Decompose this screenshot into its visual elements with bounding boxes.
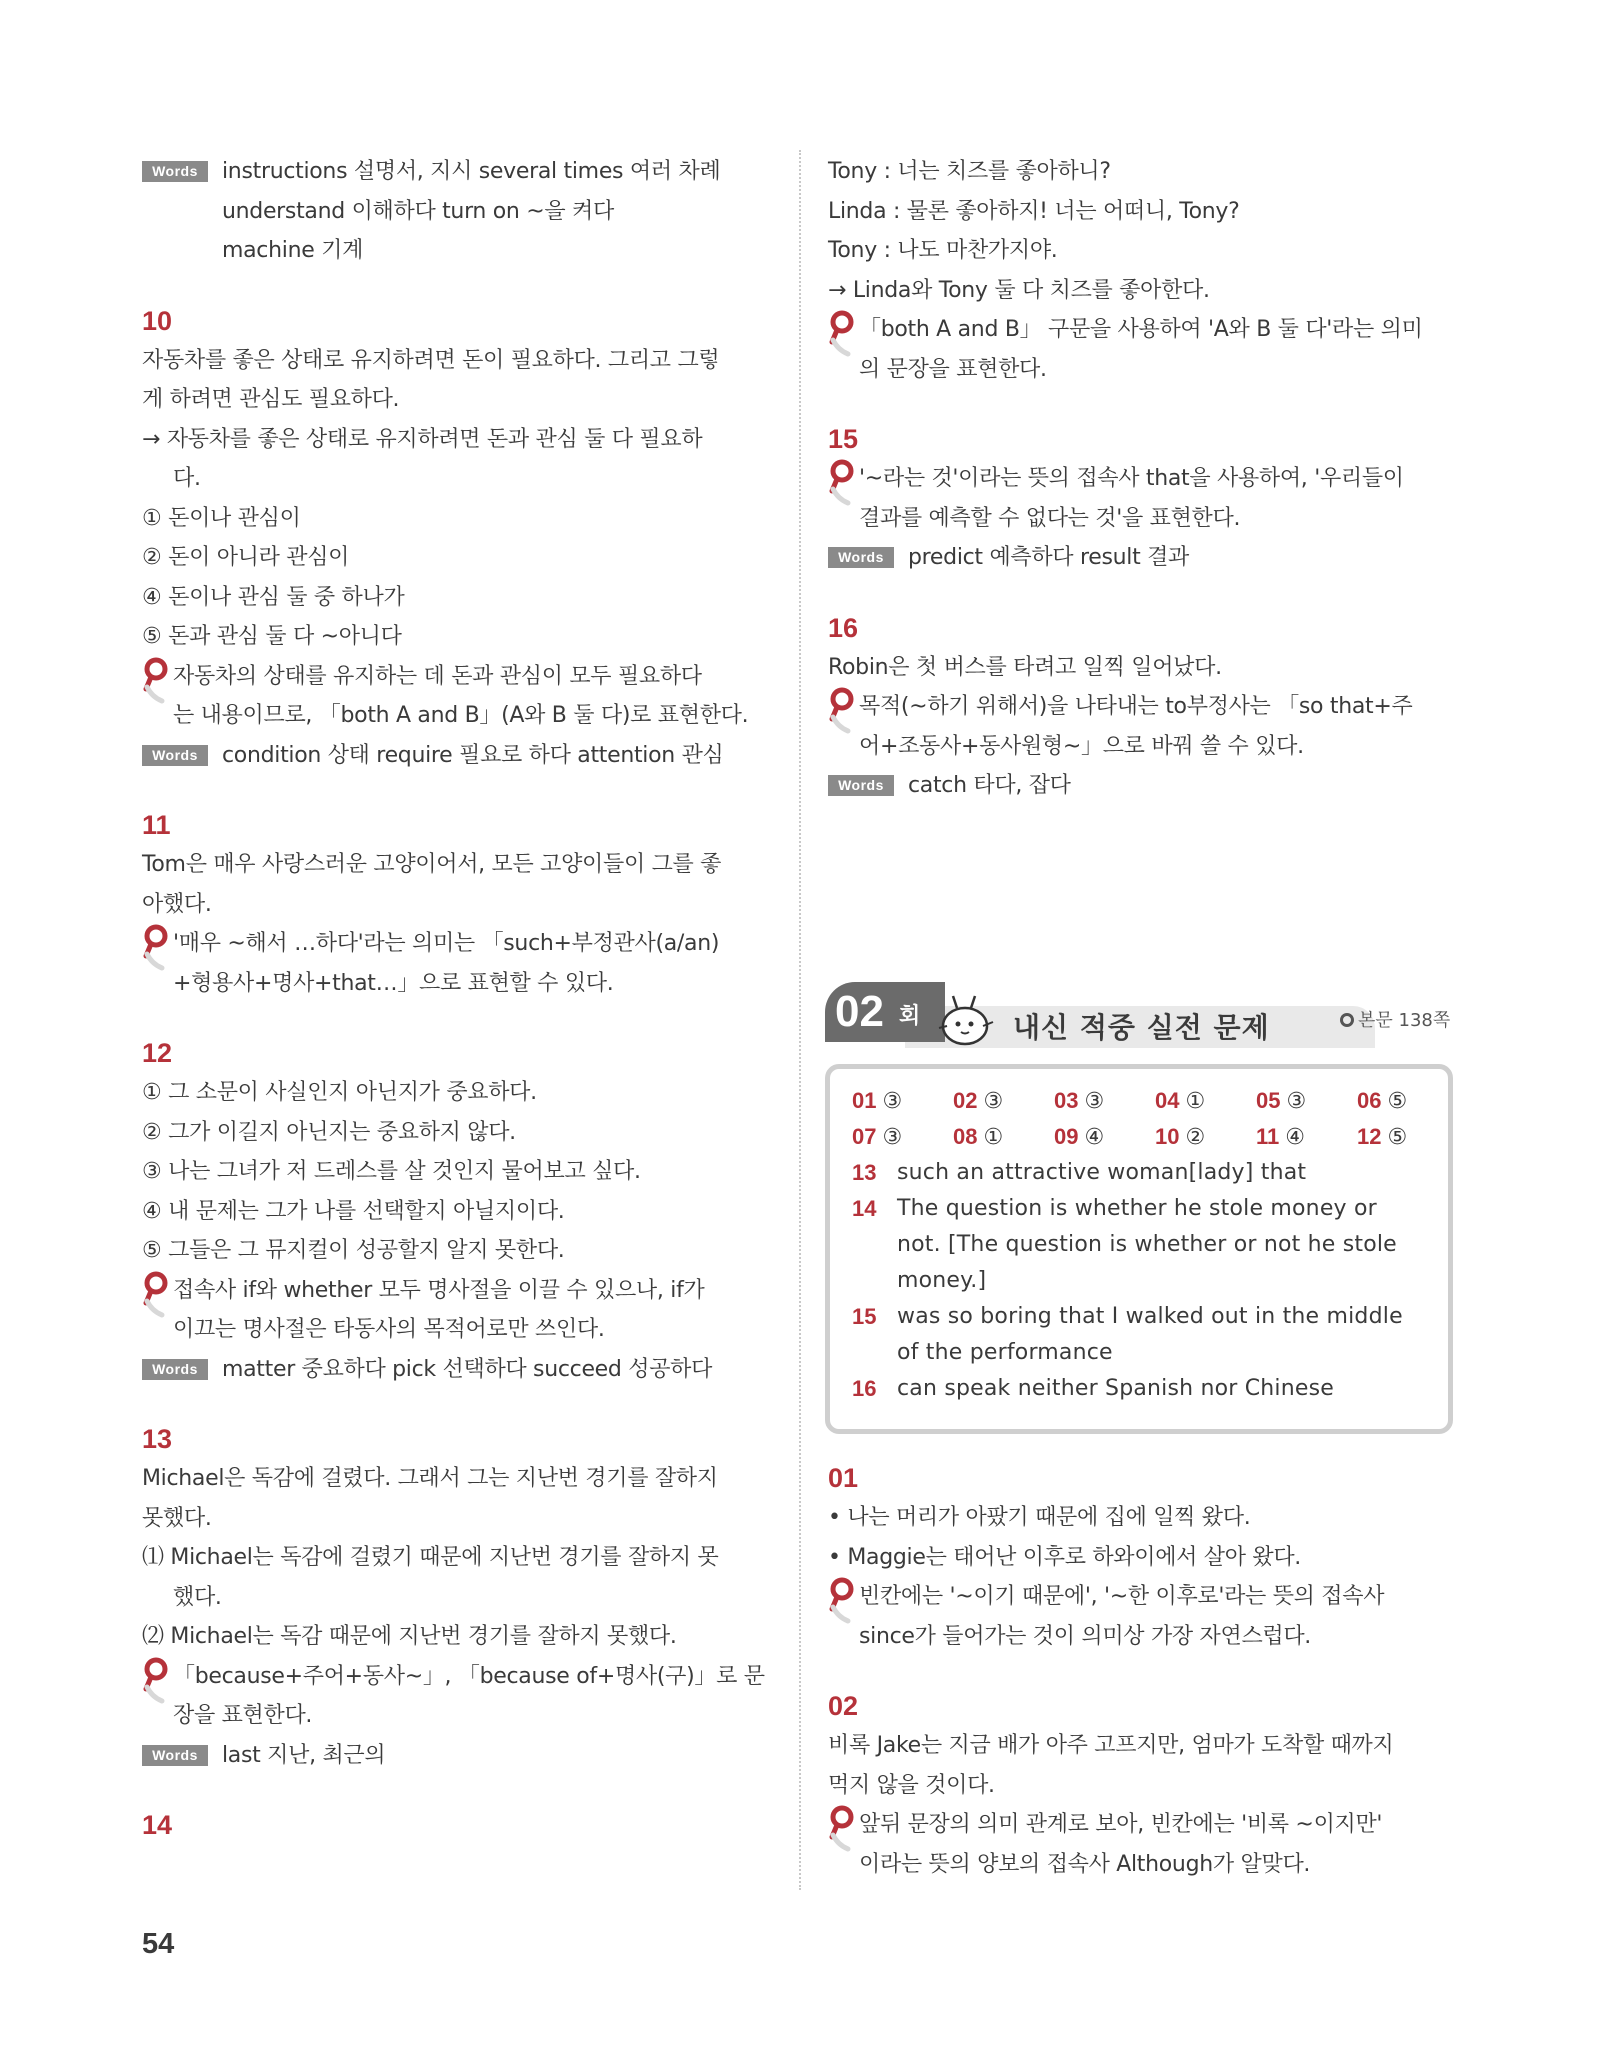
mascot-icon xyxy=(935,988,1005,1052)
words-line: catch 타다, 잡다 xyxy=(908,773,1071,798)
words-block xyxy=(142,1736,772,1776)
arrow-line: 다. xyxy=(173,466,201,491)
magnifier-icon xyxy=(828,310,859,370)
magnifier-icon xyxy=(142,657,173,717)
words-badge: Words xyxy=(142,161,208,182)
tip-block xyxy=(142,924,772,1003)
words-block xyxy=(828,766,1458,806)
bullet-line: • 나는 머리가 아팠기 때문에 집에 일찍 왔다. xyxy=(828,1505,1251,1530)
sub-answer-line: 했다. xyxy=(173,1584,222,1610)
arrow-line: → 자동차를 좋은 상태로 유지하려면 돈과 관심 둘 다 필요하 xyxy=(142,426,703,452)
tip-line: 장을 표현한다. xyxy=(173,1703,313,1728)
tip-line: 앞뒤 문장의 의미 관계로 보아, 빈칸에는 '비록 ~이지만' xyxy=(859,1812,1383,1837)
answer-cell: 04 ① xyxy=(1155,1088,1206,1114)
words-block-top xyxy=(142,152,772,271)
tip-line: 이끄는 명사절은 타동사의 목적어로만 쓰인다. xyxy=(173,1317,605,1342)
tip-line: 「both A and B」 구문을 사용하여 'A와 B 둘 다'라는 의미 xyxy=(859,317,1423,342)
answer-cell: 02 ③ xyxy=(953,1088,1004,1114)
tip-line: '매우 ~해서 …하다'라는 의미는 「such+부정관사(a/an) xyxy=(173,931,720,956)
words-line: machine 기계 xyxy=(222,238,364,263)
tip-line: +형용사+명사+that…」으로 표현할 수 있다. xyxy=(173,970,614,996)
section-number: 02 xyxy=(835,987,884,1036)
question-number-15: 15 xyxy=(828,424,859,454)
tip-block xyxy=(828,459,1458,538)
question-text: 게 하려면 관심도 필요하다. xyxy=(142,387,400,412)
option-line: ④ 내 문제는 그가 나를 선택할지 아닐지이다. xyxy=(142,1198,565,1224)
option-line: ⑤ 그들은 그 뮤지컬이 성공할지 알지 못한다. xyxy=(142,1238,565,1263)
bullet-circle-icon xyxy=(1340,1013,1354,1027)
words-block xyxy=(142,736,772,776)
page-reference-text: 본문 138쪽 xyxy=(1358,1010,1451,1031)
words-line: condition 상태 require 필요로 하다 attention 관심 xyxy=(222,742,724,768)
section-header xyxy=(825,982,1465,1064)
dialog-line: Tony : 나도 마찬가지야. xyxy=(828,238,1058,263)
question-text: Michael은 독감에 걸렸다. 그래서 그는 지난번 경기를 잘하지 xyxy=(142,1466,718,1491)
answer-cell: 11 ④ xyxy=(1256,1124,1305,1150)
right-column xyxy=(828,152,1458,806)
answer-cell: 08 ① xyxy=(953,1124,1004,1150)
magnifier-icon xyxy=(142,924,173,984)
page-reference xyxy=(1340,1006,1450,1036)
question-text: 먹지 않을 것이다. xyxy=(828,1772,995,1798)
words-line: matter 중요하다 pick 선택하다 succeed 성공하다 xyxy=(222,1356,713,1382)
question-text: 자동차를 좋은 상태로 유지하려면 돈이 필요하다. 그리고 그렇 xyxy=(142,347,720,373)
dialog-line: Linda : 물론 좋아하지! 너는 어떠니, Tony? xyxy=(828,198,1240,224)
tip-line: 결과를 예측할 수 없다는 것'을 표현한다. xyxy=(859,505,1241,531)
page-number: 54 xyxy=(142,1928,175,1960)
answer-cell: 03 ③ xyxy=(1054,1088,1105,1114)
answer-cell: 06 ⑤ xyxy=(1357,1088,1408,1114)
answer-cell: 05 ③ xyxy=(1256,1088,1307,1114)
magnifier-icon xyxy=(828,1577,859,1637)
answer-grid xyxy=(852,1083,1448,1155)
question-number-14: 14 xyxy=(142,1810,173,1840)
magnifier-icon xyxy=(142,1657,173,1717)
question-number-13: 13 xyxy=(142,1424,173,1454)
words-line: last 지난, 최근의 xyxy=(222,1742,386,1768)
sub-answer-line: ⑴ Michael는 독감에 걸렸기 때문에 지난번 경기를 잘하지 못 xyxy=(142,1545,719,1570)
magnifier-icon xyxy=(828,687,859,747)
option-line: ④ 돈이나 관심 둘 중 하나가 xyxy=(142,584,405,610)
answer-long: 15 was so boring that I walked out in the middle of the performance xyxy=(852,1304,1403,1365)
left-column xyxy=(142,152,772,1845)
tip-line: 어+조동사+동사원형~」으로 바꿔 쓸 수 있다. xyxy=(859,733,1304,759)
tip-line: 이라는 뜻의 양보의 접속사 Although가 알맞다. xyxy=(859,1851,1311,1877)
question-text: Robin은 첫 버스를 타려고 일찍 일어났다. xyxy=(828,654,1222,680)
option-line: ① 그 소문이 사실인지 아닌지가 중요하다. xyxy=(142,1080,537,1105)
answer-box xyxy=(825,1064,1453,1434)
words-block xyxy=(142,1350,772,1390)
magnifier-icon xyxy=(142,1271,173,1331)
words-line: predict 예측하다 result 결과 xyxy=(908,545,1189,570)
tip-line: 「because+주어+동사~」, 「because of+명사(구)」로 문 xyxy=(173,1663,765,1689)
tip-block xyxy=(828,1805,1458,1884)
bullet-line: • Maggie는 태어난 이후로 하와이에서 살아 왔다. xyxy=(828,1544,1302,1570)
tip-line: 의 문장을 표현한다. xyxy=(859,356,1047,382)
words-line: instructions 설명서, 지시 several times 여러 차례 xyxy=(222,159,721,184)
question-text: 못했다. xyxy=(142,1505,212,1531)
answer-long: 14 The question is whether he stole money or not. [The question is whether or not he stole money.] xyxy=(852,1196,1397,1293)
explanations-lower xyxy=(828,1458,1458,1884)
tip-line: 접속사 if와 whether 모두 명사절을 이끌 수 있으나, if가 xyxy=(173,1277,705,1303)
option-line: ⑤ 돈과 관심 둘 다 ~아니다 xyxy=(142,624,402,649)
section-title: 내신 적중 실전 문제 xyxy=(1013,1011,1270,1044)
answer-cell: 12 ⑤ xyxy=(1357,1124,1408,1150)
tip-block xyxy=(828,687,1458,766)
answer-cell: 09 ④ xyxy=(1054,1124,1105,1150)
question-number-16: 16 xyxy=(828,612,859,643)
question-text: Tom은 매우 사랑스러운 고양이어서, 모든 고양이들이 그를 좋 xyxy=(142,852,722,877)
words-badge: Words xyxy=(142,1359,208,1380)
sub-answer-line: ⑵ Michael는 독감 때문에 지난번 경기를 잘하지 못했다. xyxy=(142,1624,677,1649)
words-badge: Words xyxy=(142,1745,208,1766)
magnifier-icon xyxy=(828,459,859,519)
tip-line: 자동차의 상태를 유지하는 데 돈과 관심이 모두 필요하다 xyxy=(173,663,702,689)
tip-block xyxy=(142,1271,772,1350)
tip-line: since가 들어가는 것이 의미상 가장 자연스럽다. xyxy=(859,1623,1311,1649)
tip-line: 빈칸에는 '~이기 때문에', '~한 이후로'라는 뜻의 접속사 xyxy=(859,1584,1385,1609)
answer-cell: 07 ③ xyxy=(852,1124,903,1150)
words-line: understand 이해하다 turn on ~을 켜다 xyxy=(222,198,614,224)
magnifier-icon xyxy=(828,1805,859,1865)
answer-long: 16 can speak neither Spanish nor Chinese xyxy=(852,1376,1335,1401)
answer-cell: 01 ③ xyxy=(852,1088,903,1114)
column-divider xyxy=(799,150,801,1890)
question-number-11: 11 xyxy=(142,810,171,840)
tip-line: '~라는 것'이라는 뜻의 접속사 that을 사용하여, '우리들이 xyxy=(859,466,1404,491)
explanation-number-01: 01 xyxy=(828,1463,859,1493)
words-block xyxy=(828,538,1458,578)
answer-cell: 10 ② xyxy=(1155,1124,1206,1150)
question-text: 아했다. xyxy=(142,891,212,917)
tip-block xyxy=(142,1657,772,1736)
dialog-line: Tony : 너는 치즈를 좋아하니? xyxy=(828,159,1111,184)
option-line: ① 돈이나 관심이 xyxy=(142,505,301,531)
arrow-line: → Linda와 Tony 둘 다 치즈를 좋아한다. xyxy=(828,277,1210,303)
tip-line: 목적(~하기 위해서)을 나타내는 to부정사는 「so that+주 xyxy=(859,694,1413,719)
words-badge: Words xyxy=(828,775,894,796)
tip-block xyxy=(828,1577,1458,1656)
answer-long: 13 such an attractive woman[lady] that xyxy=(852,1160,1307,1185)
option-line: ③ 나는 그녀가 저 드레스를 살 것인지 물어보고 싶다. xyxy=(142,1159,641,1184)
question-number-12: 12 xyxy=(142,1038,173,1068)
tip-block xyxy=(828,310,1458,389)
question-number-10: 10 xyxy=(142,305,173,336)
question-text: 비록 Jake는 지금 배가 아주 고프지만, 엄마가 도착할 때까지 xyxy=(828,1733,1394,1758)
option-line: ② 그가 이길지 아닌지는 중요하지 않다. xyxy=(142,1119,516,1145)
tip-block xyxy=(142,657,772,736)
words-badge: Words xyxy=(828,547,894,568)
tip-line: 는 내용이므로, 「both A and B」(A와 B 둘 다)로 표현한다. xyxy=(173,703,749,728)
words-badge: Words xyxy=(142,745,208,766)
section-hoe: 회 xyxy=(899,1004,921,1029)
explanation-number-02: 02 xyxy=(828,1691,859,1721)
option-line: ② 돈이 아니라 관심이 xyxy=(142,545,350,570)
